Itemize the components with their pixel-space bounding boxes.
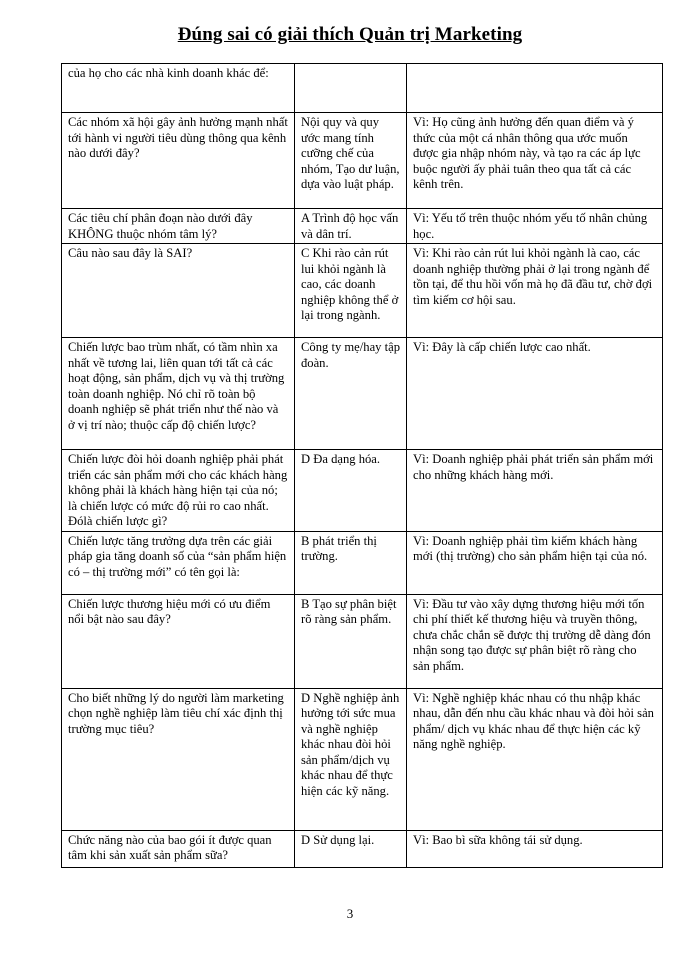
explanation-cell xyxy=(407,209,663,244)
question-cell xyxy=(62,531,295,594)
table-row xyxy=(62,531,663,594)
answer-text: B phát triển thị trường. xyxy=(301,533,377,563)
explanation-text: Vì: Khi rào cản rút lui khỏi ngành là cao, các doanh nghiệp thường phải ở lại trong ngành để tồn tại, để thu hồi vốn mà họ đã đầu tư, chờ đợi tìm kiếm cơ hội sau. xyxy=(413,246,653,307)
question-text: Chiến lược đòi hỏi doanh nghiệp phải phát triển các sản phẩm mới cho các khách hàng không phải là khách hàng hiện tại của nó; là chiến lược có mức độ rủi ro cao nhất. Đólà chiến lược gì? xyxy=(68,452,288,528)
answer-cell xyxy=(295,594,407,688)
explanation-text: Vì: Doanh nghiệp phải phát triển sản phẩm mới cho những khách hàng mới. xyxy=(413,452,654,482)
table-row xyxy=(62,688,663,830)
answer-cell xyxy=(295,64,407,113)
question-text: Câu nào sau đây là SAI? xyxy=(68,246,193,260)
answer-cell xyxy=(295,113,407,209)
question-cell xyxy=(62,338,295,450)
explanation-cell xyxy=(407,450,663,532)
question-cell xyxy=(62,209,295,244)
answer-text: A Trình độ học vấn và dân trí. xyxy=(301,211,399,241)
table-row xyxy=(62,830,663,867)
question-cell xyxy=(62,113,295,209)
question-cell xyxy=(62,64,295,113)
question-cell xyxy=(62,244,295,338)
question-cell xyxy=(62,450,295,532)
answer-cell xyxy=(295,338,407,450)
answer-cell xyxy=(295,450,407,532)
question-cell xyxy=(62,594,295,688)
answer-text: D Sử dụng lại. xyxy=(301,832,375,847)
table-row xyxy=(62,594,663,688)
question-text: Chiến lược bao trùm nhất, có tầm nhìn xa nhất về tương lai, liên quan tới tất cả các hoạt động, sản phẩm, dịch vụ và thị trường toàn doanh nghiệp. Nó chỉ rõ toàn bộ doanh nghiệp sẽ phát triển như thế nào và ở vị trí nào; thuộc cấp độ chiến lược? xyxy=(68,340,285,432)
explanation-cell xyxy=(407,830,663,867)
answer-cell xyxy=(295,830,407,867)
question-text: Chiến lược tăng trưởng dựa trên các giải pháp gia tăng doanh số của “sản phẩm hiện có – thị trường mới” có tên gọi là: xyxy=(68,533,287,579)
explanation-text: Vì: Nghề nghiệp khác nhau có thu nhập khác nhau, dẫn đến nhu cầu khác nhau và đòi hỏi sản phẩm/ dịch vụ khác nhau để thực hiện các kỹ năng nghề nghiệp. xyxy=(413,690,654,751)
explanation-text: Vì: Doanh nghiệp phải tìm kiếm khách hàng mới (thị trường) cho sản phẩm hiện tại của nó. xyxy=(413,533,648,563)
explanation-text: Vì: Đây là cấp chiến lược cao nhất. xyxy=(413,340,591,354)
explanation-text: Vì: Bao bì sữa không tái sử dụng. xyxy=(413,832,583,847)
qa-table xyxy=(61,63,663,868)
answer-text: B Tạo sự phân biệt rõ ràng sản phẩm. xyxy=(301,596,397,626)
explanation-cell xyxy=(407,594,663,688)
table-row xyxy=(62,338,663,450)
explanation-text: Vì: Đầu tư vào xây dựng thương hiệu mới tốn chi phí thiết kế thương hiệu và truyền thông, chưa chắc chắn sẽ được thị trường dễ dàng đón nhận song tạo được sự phân biệt rõ ràng cho sản phẩm. xyxy=(413,596,651,673)
question-cell xyxy=(62,830,295,867)
question-text: Các tiêu chí phân đoạn nào dưới đây KHÔNG thuộc nhóm tâm lý? xyxy=(68,211,253,241)
answer-cell xyxy=(295,209,407,244)
question-text: Chức năng nào của bao gói ít được quan tâm khi sản xuất sản phẩm sữa? xyxy=(68,832,272,862)
table-row xyxy=(62,244,663,338)
explanation-cell xyxy=(407,531,663,594)
explanation-text: Vì: Họ cũng ảnh hưởng đến quan điểm và ý thức của một cá nhân thông qua ước muốn được gia nhập nhóm này, và tạo ra các áp lực buộc người ấy phải tuân theo qua tất cả các kênh trên. xyxy=(413,115,641,191)
table-row xyxy=(62,450,663,532)
answer-text: Nội quy và quy ước mang tính cưỡng chế của nhóm, Tạo dư luận, dựa vào luật pháp. xyxy=(301,115,400,191)
answer-text: C Khi rào cản rút lui khỏi ngành là cao, các doanh nghiệp không thể ở lại trong ngành. xyxy=(301,246,399,322)
question-text: Các nhóm xã hội gây ảnh hưởng mạnh nhất tới hành vi người tiêu dùng thông qua kênh nào dưới đây? xyxy=(68,115,288,160)
answer-cell xyxy=(295,244,407,338)
question-text: Chiến lược thương hiệu mới có ưu điểm nổi bật nào sau đây? xyxy=(68,596,271,626)
explanation-text: Vì: Yếu tố trên thuộc nhóm yếu tố nhân chủng học. xyxy=(413,211,648,241)
explanation-cell xyxy=(407,338,663,450)
table-row xyxy=(62,209,663,244)
question-text: Cho biết những lý do người làm marketing chọn nghề nghiệp làm tiêu chí xác định thị trường mục tiêu? xyxy=(68,690,284,736)
table-row xyxy=(62,113,663,209)
table-row xyxy=(62,64,663,113)
explanation-cell xyxy=(407,64,663,113)
question-text: của họ cho các nhà kinh doanh khác để: xyxy=(68,66,269,80)
answer-cell xyxy=(295,531,407,594)
page-number: 3 xyxy=(346,906,354,921)
answer-cell xyxy=(295,688,407,830)
answer-text: Công ty mẹ/hay tập đoàn. xyxy=(301,340,400,370)
answer-text: D Nghề nghiệp ảnh hưởng tới sức mua và nghề nghiệp khác nhau đòi hỏi sản phẩm/dịch vụ khác nhau để thực hiện các kỹ năng. xyxy=(301,690,400,798)
explanation-cell xyxy=(407,244,663,338)
explanation-cell xyxy=(407,688,663,830)
answer-text: D Đa dạng hóa. xyxy=(301,452,381,466)
explanation-cell xyxy=(407,113,663,209)
question-cell xyxy=(62,688,295,830)
page-title: Đúng sai có giải thích Quản trị Marketing xyxy=(177,24,523,45)
